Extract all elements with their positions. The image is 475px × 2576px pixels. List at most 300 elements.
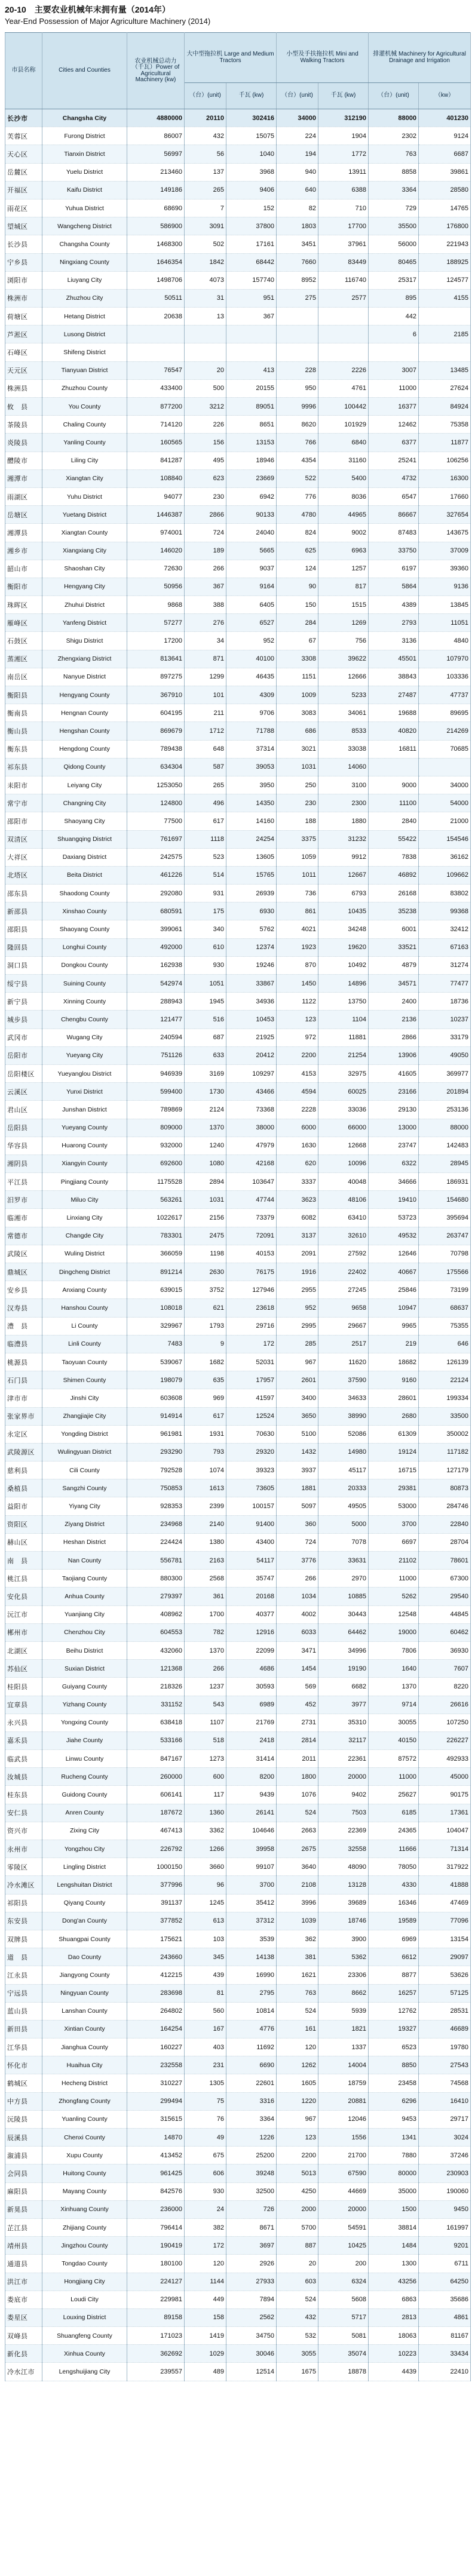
drainage-kw: 9124 bbox=[419, 127, 471, 145]
small-tractor-kw: 1269 bbox=[318, 614, 369, 632]
county-name-cn: 武陵源区 bbox=[5, 1443, 42, 1461]
table-row bbox=[5, 2110, 471, 2128]
small-tractor-kw: 11881 bbox=[318, 1028, 369, 1046]
drainage-units: 4389 bbox=[369, 596, 419, 614]
total-power-kw: 190419 bbox=[127, 2237, 185, 2255]
small-tractor-kw: 52086 bbox=[318, 1425, 369, 1443]
header-county-en: Cities and Counties bbox=[42, 33, 127, 109]
drainage-units: 49532 bbox=[369, 1227, 419, 1245]
drainage-kw: 32412 bbox=[419, 920, 471, 938]
large-tractor-kw: 2795 bbox=[226, 1984, 277, 2002]
small-tractor-kw: 817 bbox=[318, 578, 369, 595]
county-name-cn: 株洲市 bbox=[5, 289, 42, 307]
drainage-kw: 67300 bbox=[419, 1570, 471, 1588]
large-tractor-kw: 32500 bbox=[226, 2182, 277, 2200]
small-tractor-kw: 14004 bbox=[318, 2056, 369, 2074]
small-tractor-kw: 1104 bbox=[318, 1011, 369, 1028]
small-tractor-kw: 22402 bbox=[318, 1263, 369, 1281]
drainage-units: 23458 bbox=[369, 2074, 419, 2092]
total-power-kw: 714120 bbox=[127, 416, 185, 434]
large-tractor-kw: 52031 bbox=[226, 1353, 277, 1371]
small-tractor-kw: 710 bbox=[318, 199, 369, 217]
county-name-en: Yanfeng District bbox=[42, 614, 127, 632]
small-tractor-kw: 45117 bbox=[318, 1462, 369, 1479]
drainage-units: 8877 bbox=[369, 1966, 419, 1984]
large-tractor-units: 31 bbox=[185, 289, 226, 307]
total-power-kw: 461226 bbox=[127, 866, 185, 884]
total-power-kw: 533166 bbox=[127, 1731, 185, 1749]
drainage-kw: 22840 bbox=[419, 1515, 471, 1533]
county-name-en: Jiangyong County bbox=[42, 1966, 127, 1984]
total-power-kw: 149186 bbox=[127, 181, 185, 199]
large-tractor-units: 617 bbox=[185, 1407, 226, 1425]
total-power-kw: 467413 bbox=[127, 1822, 185, 1840]
small-tractor-units: 3451 bbox=[277, 235, 318, 253]
large-tractor-units: 2630 bbox=[185, 1263, 226, 1281]
county-name-en: Tianyuan District bbox=[42, 361, 127, 379]
small-tractor-units bbox=[277, 326, 318, 343]
large-tractor-kw: 12374 bbox=[226, 938, 277, 956]
large-tractor-kw: 13153 bbox=[226, 434, 277, 452]
large-tractor-kw: 367 bbox=[226, 308, 277, 326]
header-drain-kw: （kw） bbox=[419, 83, 471, 109]
large-tractor-units: 175 bbox=[185, 902, 226, 920]
drainage-kw: 54000 bbox=[419, 794, 471, 812]
small-tractor-kw: 5233 bbox=[318, 686, 369, 704]
county-name-en: Suining County bbox=[42, 975, 127, 993]
county-name-en: Taoyuan County bbox=[42, 1353, 127, 1371]
small-tractor-units: 1881 bbox=[277, 1479, 318, 1497]
small-tractor-kw: 9912 bbox=[318, 848, 369, 866]
drainage-units: 2680 bbox=[369, 1407, 419, 1425]
table-row bbox=[5, 2363, 471, 2381]
large-tractor-kw: 26141 bbox=[226, 1804, 277, 1822]
small-tractor-units: 1009 bbox=[277, 686, 318, 704]
small-tractor-units: 522 bbox=[277, 469, 318, 487]
drainage-units: 26168 bbox=[369, 885, 419, 902]
drainage-kw: 327654 bbox=[419, 506, 471, 524]
county-name-cn: 会同县 bbox=[5, 2164, 42, 2182]
table-row bbox=[5, 379, 471, 397]
county-name-en: Zhuzhou County bbox=[42, 379, 127, 397]
large-tractor-units: 514 bbox=[185, 866, 226, 884]
small-tractor-units bbox=[277, 343, 318, 361]
small-tractor-kw: 9002 bbox=[318, 524, 369, 542]
large-tractor-units: 1419 bbox=[185, 2327, 226, 2345]
large-tractor-kw: 90133 bbox=[226, 506, 277, 524]
drainage-kw: 369977 bbox=[419, 1064, 471, 1082]
drainage-units: 3364 bbox=[369, 181, 419, 199]
drainage-units: 5864 bbox=[369, 578, 419, 595]
large-tractor-units: 24 bbox=[185, 2200, 226, 2218]
small-tractor-kw: 12666 bbox=[318, 668, 369, 686]
total-power-kw: 367910 bbox=[127, 686, 185, 704]
county-name-en: Nanyue District bbox=[42, 668, 127, 686]
total-power-kw: 279397 bbox=[127, 1588, 185, 1605]
county-name-en: Hongjiang City bbox=[42, 2273, 127, 2291]
county-name-en: Zixing City bbox=[42, 1822, 127, 1840]
total-power-kw: 842576 bbox=[127, 2182, 185, 2200]
county-name-en: Jianghua County bbox=[42, 2038, 127, 2056]
county-name-en: Sangzhi County bbox=[42, 1479, 127, 1497]
county-name-cn: 娄底市 bbox=[5, 2291, 42, 2308]
large-tractor-units: 610 bbox=[185, 938, 226, 956]
large-tractor-kw: 12916 bbox=[226, 1623, 277, 1641]
large-tractor-kw: 38000 bbox=[226, 1119, 277, 1137]
total-power-kw: 638418 bbox=[127, 1714, 185, 1731]
drainage-kw bbox=[419, 308, 471, 326]
total-power-kw: 413452 bbox=[127, 2147, 185, 2164]
county-name-cn: 麻阳县 bbox=[5, 2182, 42, 2200]
drainage-units: 34666 bbox=[369, 1173, 419, 1191]
large-tractor-kw: 9164 bbox=[226, 578, 277, 595]
total-power-kw: 9868 bbox=[127, 596, 185, 614]
total-power-kw: 599400 bbox=[127, 1083, 185, 1101]
table-row bbox=[5, 1317, 471, 1335]
large-tractor-kw: 6527 bbox=[226, 614, 277, 632]
county-name-cn: 岳阳楼区 bbox=[5, 1064, 42, 1082]
county-name-en: Wangcheng District bbox=[42, 217, 127, 235]
table-row bbox=[5, 1497, 471, 1515]
drainage-kw: 13845 bbox=[419, 596, 471, 614]
header-small-tractors: 小型及手扶拖拉机 Mini and Walking Tractors bbox=[277, 33, 369, 83]
large-tractor-units: 276 bbox=[185, 614, 226, 632]
total-power-kw: 433400 bbox=[127, 379, 185, 397]
large-tractor-units: 230 bbox=[185, 487, 226, 505]
small-tractor-units: 4250 bbox=[277, 2182, 318, 2200]
total-power-kw: 634304 bbox=[127, 758, 185, 776]
county-name-en: Ningyuan County bbox=[42, 1984, 127, 2002]
drainage-kw: 4861 bbox=[419, 2308, 471, 2326]
small-tractor-units: 766 bbox=[277, 434, 318, 452]
table-row bbox=[5, 289, 471, 307]
large-tractor-kw: 39958 bbox=[226, 1840, 277, 1858]
table-row bbox=[5, 1948, 471, 1966]
small-tractor-units: 3375 bbox=[277, 830, 318, 848]
county-name-en: Yiyang City bbox=[42, 1497, 127, 1515]
drainage-kw: 26616 bbox=[419, 1696, 471, 1714]
county-name-cn: 长沙市 bbox=[5, 109, 42, 127]
drainage-kw: 89695 bbox=[419, 704, 471, 722]
large-tractor-units: 2399 bbox=[185, 1497, 226, 1515]
small-tractor-kw: 312190 bbox=[318, 109, 369, 127]
small-tractor-kw: 34633 bbox=[318, 1389, 369, 1407]
drainage-kw: 22124 bbox=[419, 1371, 471, 1389]
table-title-english: Year-End Possession of Major Agriculture Machinery (2014) bbox=[5, 17, 211, 26]
table-row bbox=[5, 2327, 471, 2345]
large-tractor-kw: 14160 bbox=[226, 812, 277, 830]
large-tractor-kw: 6690 bbox=[226, 2056, 277, 2074]
table-row bbox=[5, 650, 471, 668]
large-tractor-units: 167 bbox=[185, 2020, 226, 2038]
large-tractor-units: 20110 bbox=[185, 109, 226, 127]
county-name-cn: 慈利县 bbox=[5, 1462, 42, 1479]
county-name-en: Nan County bbox=[42, 1552, 127, 1570]
drainage-units: 442 bbox=[369, 308, 419, 326]
small-tractor-units: 887 bbox=[277, 2237, 318, 2255]
total-power-kw: 226792 bbox=[127, 1840, 185, 1858]
small-tractor-kw: 1515 bbox=[318, 596, 369, 614]
county-name-en: Hengyang County bbox=[42, 686, 127, 704]
large-tractor-units: 75 bbox=[185, 2092, 226, 2110]
county-name-cn: 津市市 bbox=[5, 1389, 42, 1407]
county-name-en: Xinhua County bbox=[42, 2345, 127, 2363]
large-tractor-units: 34 bbox=[185, 632, 226, 650]
drainage-units: 1370 bbox=[369, 1678, 419, 1696]
county-name-cn: 绥宁县 bbox=[5, 975, 42, 993]
total-power-kw: 86007 bbox=[127, 127, 185, 145]
drainage-units: 6547 bbox=[369, 487, 419, 505]
table-row bbox=[5, 199, 471, 217]
total-power-kw: 164254 bbox=[127, 2020, 185, 2038]
small-tractor-units: 1220 bbox=[277, 2092, 318, 2110]
small-tractor-units: 3996 bbox=[277, 1894, 318, 1912]
total-power-kw: 50956 bbox=[127, 578, 185, 595]
county-name-cn: 通道县 bbox=[5, 2255, 42, 2273]
drainage-units: 1500 bbox=[369, 2200, 419, 2218]
large-tractor-units: 120 bbox=[185, 2255, 226, 2273]
county-name-en: Zhuzhou City bbox=[42, 289, 127, 307]
total-power-kw: 160565 bbox=[127, 434, 185, 452]
total-power-kw: 218326 bbox=[127, 1678, 185, 1696]
large-tractor-units: 1370 bbox=[185, 1119, 226, 1137]
table-row bbox=[5, 1930, 471, 1948]
large-tractor-kw: 43400 bbox=[226, 1533, 277, 1551]
total-power-kw: 1646354 bbox=[127, 253, 185, 271]
total-power-kw: 213460 bbox=[127, 163, 185, 181]
drainage-units: 12548 bbox=[369, 1605, 419, 1623]
county-name-cn: 岳麓区 bbox=[5, 163, 42, 181]
large-tractor-units: 1682 bbox=[185, 1353, 226, 1371]
drainage-units: 16257 bbox=[369, 1984, 419, 2002]
county-name-en: Shuangpai County bbox=[42, 1930, 127, 1948]
total-power-kw: 68690 bbox=[127, 199, 185, 217]
small-tractor-kw: 12046 bbox=[318, 2110, 369, 2128]
large-tractor-units: 871 bbox=[185, 650, 226, 668]
total-power-kw: 692600 bbox=[127, 1155, 185, 1172]
small-tractor-kw: 64462 bbox=[318, 1623, 369, 1641]
total-power-kw: 961981 bbox=[127, 1425, 185, 1443]
drainage-units: 40820 bbox=[369, 722, 419, 740]
total-power-kw: 680591 bbox=[127, 902, 185, 920]
large-tractor-units: 439 bbox=[185, 1966, 226, 1984]
small-tractor-units: 4021 bbox=[277, 920, 318, 938]
large-tractor-kw: 17957 bbox=[226, 1371, 277, 1389]
small-tractor-kw: 49505 bbox=[318, 1497, 369, 1515]
total-power-kw: 331152 bbox=[127, 1696, 185, 1714]
large-tractor-units: 76 bbox=[185, 2110, 226, 2128]
large-tractor-units: 361 bbox=[185, 1588, 226, 1605]
county-name-cn: 炎陵县 bbox=[5, 434, 42, 452]
large-tractor-kw: 35747 bbox=[226, 1570, 277, 1588]
small-tractor-kw: 13911 bbox=[318, 163, 369, 181]
small-tractor-kw: 3900 bbox=[318, 1930, 369, 1948]
total-power-kw: 180100 bbox=[127, 2255, 185, 2273]
small-tractor-units: 4153 bbox=[277, 1064, 318, 1082]
large-tractor-kw: 27933 bbox=[226, 2273, 277, 2291]
small-tractor-units: 381 bbox=[277, 1948, 318, 1966]
county-name-en: Anren County bbox=[42, 1804, 127, 1822]
county-name-cn: 江华县 bbox=[5, 2038, 42, 2056]
small-tractor-kw: 48106 bbox=[318, 1191, 369, 1209]
small-tractor-kw bbox=[318, 326, 369, 343]
small-tractor-units: 824 bbox=[277, 524, 318, 542]
large-tractor-kw: 10453 bbox=[226, 1011, 277, 1028]
county-name-en: Chengbu County bbox=[42, 1011, 127, 1028]
table-row bbox=[5, 1028, 471, 1046]
large-tractor-units: 266 bbox=[185, 1660, 226, 1678]
county-name-en: Guidong County bbox=[42, 1786, 127, 1804]
table-row bbox=[5, 1786, 471, 1804]
county-name-en: Changning City bbox=[42, 794, 127, 812]
small-tractor-units: 360 bbox=[277, 1515, 318, 1533]
drainage-kw: 142483 bbox=[419, 1137, 471, 1155]
small-tractor-kw: 44669 bbox=[318, 2182, 369, 2200]
small-tractor-kw bbox=[318, 308, 369, 326]
county-name-en: Chaling County bbox=[42, 416, 127, 434]
small-tractor-units: 8952 bbox=[277, 271, 318, 289]
large-tractor-kw: 3697 bbox=[226, 2237, 277, 2255]
large-tractor-kw: 6989 bbox=[226, 1696, 277, 1714]
small-tractor-units: 9996 bbox=[277, 398, 318, 416]
table-row bbox=[5, 1046, 471, 1064]
total-power-kw: 77500 bbox=[127, 812, 185, 830]
drainage-units: 6969 bbox=[369, 1930, 419, 1948]
table-row bbox=[5, 993, 471, 1011]
county-name-cn: 芷江县 bbox=[5, 2218, 42, 2236]
small-tractor-units: 250 bbox=[277, 776, 318, 794]
county-name-cn: 新化县 bbox=[5, 2345, 42, 2363]
small-tractor-units: 532 bbox=[277, 2327, 318, 2345]
table-row bbox=[5, 596, 471, 614]
large-tractor-units: 3169 bbox=[185, 1064, 226, 1082]
drainage-kw: 33179 bbox=[419, 1028, 471, 1046]
drainage-kw: 176800 bbox=[419, 217, 471, 235]
small-tractor-kw: 31232 bbox=[318, 830, 369, 848]
county-name-cn: 湘乡市 bbox=[5, 542, 42, 560]
county-name-en: Yuhua District bbox=[42, 199, 127, 217]
drainage-units: 25846 bbox=[369, 1281, 419, 1299]
county-name-en: Shaodong County bbox=[42, 885, 127, 902]
large-tractor-units: 930 bbox=[185, 956, 226, 974]
small-tractor-units: 1675 bbox=[277, 2363, 318, 2381]
large-tractor-units bbox=[185, 343, 226, 361]
table-row bbox=[5, 2056, 471, 2074]
small-tractor-kw: 18746 bbox=[318, 1912, 369, 1930]
table-row bbox=[5, 1462, 471, 1479]
table-row bbox=[5, 253, 471, 271]
drainage-kw: 124577 bbox=[419, 271, 471, 289]
county-name-cn: 安仁县 bbox=[5, 1804, 42, 1822]
drainage-kw: 49050 bbox=[419, 1046, 471, 1064]
large-tractor-units: 266 bbox=[185, 560, 226, 578]
table-body bbox=[5, 109, 471, 2381]
large-tractor-units: 560 bbox=[185, 2002, 226, 2020]
drainage-units: 38814 bbox=[369, 2218, 419, 2236]
table-row bbox=[5, 1443, 471, 1461]
county-name-en: Xupu County bbox=[42, 2147, 127, 2164]
small-tractor-units: 452 bbox=[277, 1696, 318, 1714]
total-power-kw: 264802 bbox=[127, 2002, 185, 2020]
table-row bbox=[5, 1191, 471, 1209]
small-tractor-units: 950 bbox=[277, 379, 318, 397]
total-power-kw: 789438 bbox=[127, 740, 185, 758]
small-tractor-units: 285 bbox=[277, 1335, 318, 1353]
total-power-kw: 7483 bbox=[127, 1335, 185, 1353]
county-name-cn: 株洲县 bbox=[5, 379, 42, 397]
county-name-cn: 汉寿县 bbox=[5, 1299, 42, 1317]
total-power-kw: 1446387 bbox=[127, 506, 185, 524]
large-tractor-kw: 18946 bbox=[226, 452, 277, 469]
drainage-kw: 190060 bbox=[419, 2182, 471, 2200]
large-tractor-kw: 37800 bbox=[226, 217, 277, 235]
large-tractor-units: 3212 bbox=[185, 398, 226, 416]
total-power-kw: 556781 bbox=[127, 1552, 185, 1570]
county-name-cn: 韶山市 bbox=[5, 560, 42, 578]
county-name-cn: 宁远县 bbox=[5, 1984, 42, 2002]
drainage-kw: 47737 bbox=[419, 686, 471, 704]
small-tractor-units: 1011 bbox=[277, 866, 318, 884]
total-power-kw: 792528 bbox=[127, 1462, 185, 1479]
small-tractor-units: 224 bbox=[277, 127, 318, 145]
total-power-kw: 329967 bbox=[127, 1317, 185, 1335]
county-name-cn: 湘潭市 bbox=[5, 469, 42, 487]
header-drain-unit: （台）(unit) bbox=[369, 83, 419, 109]
table-row bbox=[5, 2308, 471, 2326]
drainage-kw: 47469 bbox=[419, 1894, 471, 1912]
small-tractor-kw: 8036 bbox=[318, 487, 369, 505]
county-name-en: You County bbox=[42, 398, 127, 416]
small-tractor-units: 5097 bbox=[277, 1497, 318, 1515]
county-name-en: Zhengxiang District bbox=[42, 650, 127, 668]
county-name-cn: 桃源县 bbox=[5, 1353, 42, 1371]
small-tractor-units: 67 bbox=[277, 632, 318, 650]
small-tractor-units: 1031 bbox=[277, 758, 318, 776]
county-name-cn: 江永县 bbox=[5, 1966, 42, 1984]
small-tractor-kw: 40048 bbox=[318, 1173, 369, 1191]
drainage-kw: 35686 bbox=[419, 2291, 471, 2308]
small-tractor-units: 2011 bbox=[277, 1750, 318, 1768]
small-tractor-units: 2675 bbox=[277, 1840, 318, 1858]
drainage-kw: 36162 bbox=[419, 848, 471, 866]
table-row bbox=[5, 2074, 471, 2092]
large-tractor-kw: 3968 bbox=[226, 163, 277, 181]
county-name-en: Xinhuang County bbox=[42, 2200, 127, 2218]
drainage-units: 27487 bbox=[369, 686, 419, 704]
small-tractor-kw: 5939 bbox=[318, 2002, 369, 2020]
large-tractor-units: 2568 bbox=[185, 1570, 226, 1588]
large-tractor-units: 502 bbox=[185, 235, 226, 253]
small-tractor-kw: 14060 bbox=[318, 758, 369, 776]
large-tractor-units: 1842 bbox=[185, 253, 226, 271]
table-row bbox=[5, 902, 471, 920]
county-name-cn: 零陵区 bbox=[5, 1858, 42, 1876]
small-tractor-units: 3471 bbox=[277, 1641, 318, 1659]
county-name-cn: 祁东县 bbox=[5, 758, 42, 776]
drainage-units: 34571 bbox=[369, 975, 419, 993]
table-row bbox=[5, 848, 471, 866]
table-row bbox=[5, 1515, 471, 1533]
county-name-cn: 大祥区 bbox=[5, 848, 42, 866]
small-tractor-kw: 19190 bbox=[318, 1660, 369, 1678]
drainage-units: 2136 bbox=[369, 1011, 419, 1028]
large-tractor-kw: 157740 bbox=[226, 271, 277, 289]
drainage-units: 2400 bbox=[369, 993, 419, 1011]
table-row bbox=[5, 1750, 471, 1768]
drainage-kw: 4155 bbox=[419, 289, 471, 307]
large-tractor-kw: 8671 bbox=[226, 2218, 277, 2236]
large-tractor-kw: 12514 bbox=[226, 2363, 277, 2381]
